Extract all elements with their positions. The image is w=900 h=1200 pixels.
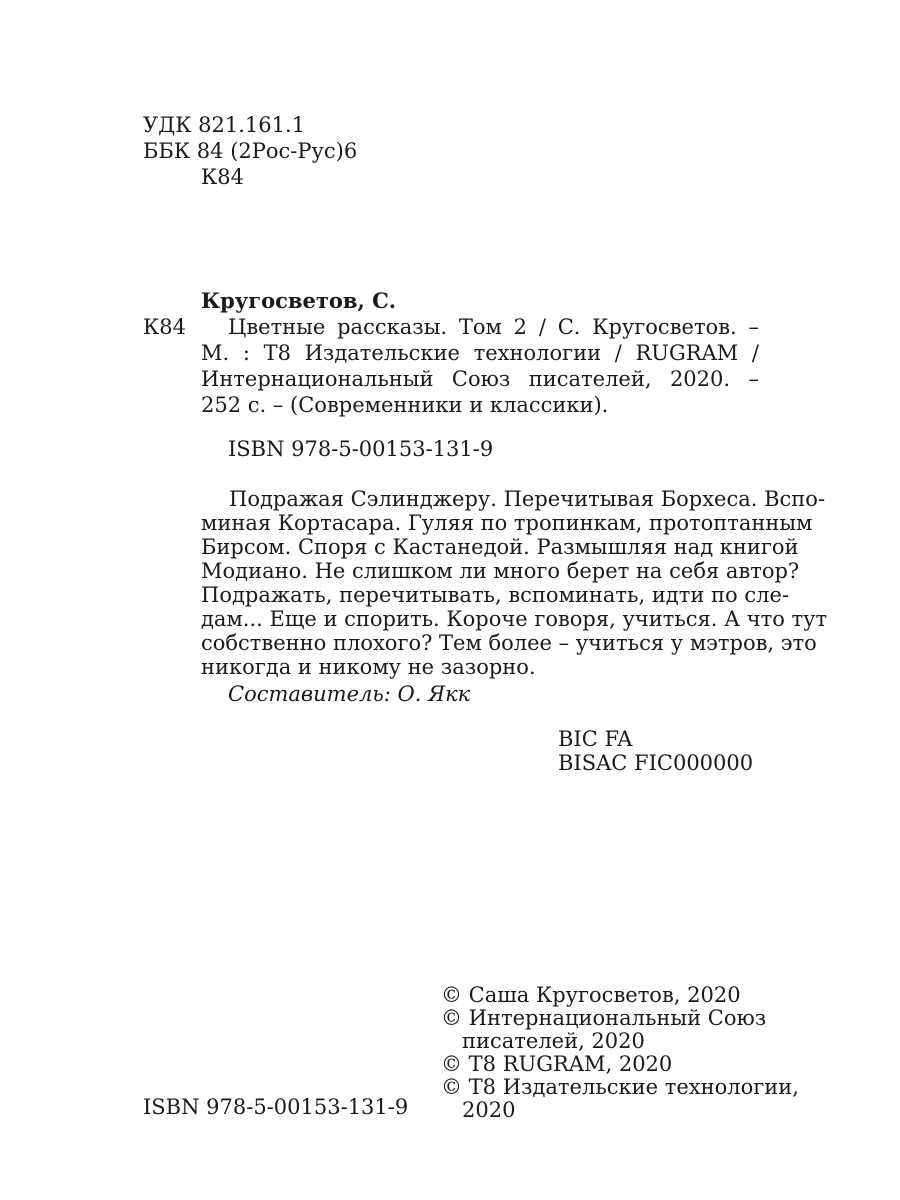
annotation-line: собственно плохого? Тем более – учиться у мэтров, это — [201, 631, 817, 655]
annotation-line: дам... Еще и спорить. Короче говоря, учиться. А что тут — [201, 607, 828, 631]
author-heading: Кругосветов, С. — [201, 288, 397, 313]
bbk-code: ББК 84 (2Рос-Рус)6 — [143, 139, 358, 163]
copyright-line: 2020 — [462, 1098, 516, 1122]
annotation-line: миная Кортасара. Гуляя по тропинкам, протоптанным — [201, 511, 813, 535]
copyright-line: © Т8 Издательские технологии, — [441, 1075, 799, 1099]
annotation-line: Бирсом. Споря с Кастанедой. Размышляя над книгой — [201, 535, 799, 559]
annotation-line: Подражая Сэлинджеру. Перечитывая Борхеса. Вспо- — [229, 487, 826, 511]
annotation-line: Подражать, перечитывать, вспоминать, идти по сле- — [201, 583, 789, 607]
bisac-code: BISAC FIC000000 — [558, 751, 754, 775]
record-line-3: Интернациональный Союз писателей, 2020. – — [201, 367, 759, 391]
bic-code: BIC FA — [558, 727, 633, 751]
compiler-credit: Составитель: О. Якк — [228, 682, 471, 706]
record-line-1: Цветные рассказы. Том 2 / С. Кругосветов. – — [228, 315, 759, 339]
annotation-line: никогда и никому не зазорно. — [201, 655, 536, 679]
copyright-line: © Саша Кругосветов, 2020 — [441, 983, 741, 1007]
copyright-line: © Интернациональный Союз — [441, 1006, 767, 1030]
annotation-line: Модиано. Не слишком ли много берет на себя автор? — [201, 559, 800, 583]
record-isbn: ISBN 978-5-00153-131-9 — [228, 437, 494, 461]
copyright-line: © Т8 RUGRAM, 2020 — [441, 1052, 673, 1076]
annotation-paragraph — [201, 487, 828, 679]
author-mark-top: К84 — [201, 165, 244, 189]
copyright-line: писателей, 2020 — [462, 1029, 645, 1053]
author-mark: К84 — [143, 315, 186, 339]
record-line-4: 252 с. – (Современники и классики). — [201, 393, 609, 417]
record-line-2: М. : Т8 Издательские технологии / RUGRAM / — [201, 341, 759, 365]
footer-isbn: ISBN 978-5-00153-131-9 — [143, 1095, 409, 1119]
udk-code: УДК 821.161.1 — [143, 113, 306, 137]
